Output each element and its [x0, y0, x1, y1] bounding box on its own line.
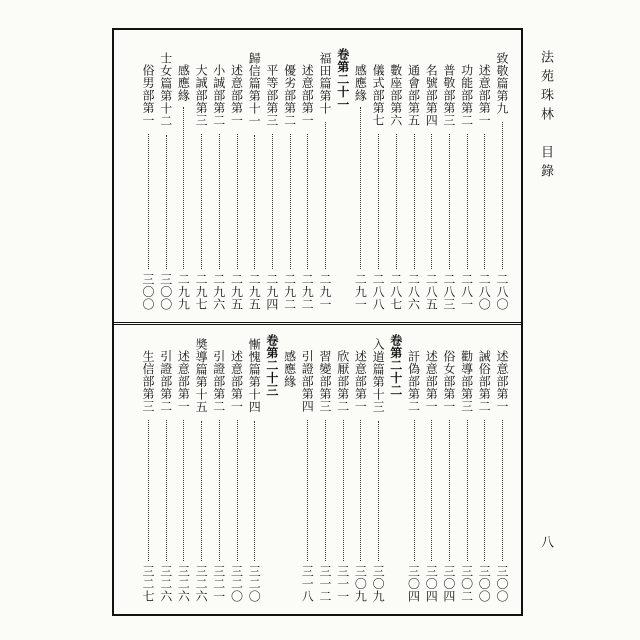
page-ref: 二九二 [300, 273, 315, 311]
page-ref: 三二六 [158, 565, 173, 603]
dot-leader [201, 134, 202, 270]
toc-entry [193, 338, 209, 604]
page-ref: 三〇〇 [495, 565, 509, 603]
section-title: 目錄 [538, 145, 553, 183]
toc-entry [423, 64, 439, 312]
dot-leader [325, 122, 326, 270]
entry-title: 述意部第一 [229, 350, 244, 413]
toc-entry [282, 64, 298, 312]
page-ref: 二九五 [229, 273, 244, 311]
entry-title: 述意部第一 [229, 64, 244, 127]
toc-entry [388, 334, 404, 604]
entry-title: 士女篇第十二 [158, 52, 173, 127]
entry-title: 奬導篇第十五 [194, 338, 209, 413]
dot-leader [414, 420, 415, 562]
page-ref: 三二〇 [229, 565, 244, 603]
page-ref: 三〇四 [406, 565, 421, 603]
page-ref: 二八五 [424, 273, 439, 311]
toc-entry [229, 350, 245, 604]
toc-entry [423, 350, 439, 604]
dot-leader [396, 134, 397, 270]
toc-entry [352, 64, 368, 312]
toc-entry [229, 64, 245, 312]
page-ref: 三〇〇 [158, 273, 173, 311]
page-ref: 二八六 [406, 273, 421, 311]
page-ref: 三〇〇 [477, 565, 492, 603]
entry-title: 儀式部第七 [371, 64, 386, 127]
dot-leader [484, 134, 485, 270]
entry-title: 引證部第二 [211, 350, 226, 413]
page-ref: 三〇四 [424, 565, 439, 603]
dot-leader [343, 420, 344, 562]
page-ref: 三〇二 [459, 565, 474, 603]
toc-entry [211, 64, 227, 312]
dot-leader [360, 420, 361, 562]
dot-leader [449, 420, 450, 562]
entry-title: 引證部第四 [300, 350, 315, 413]
dot-leader [484, 420, 485, 562]
page-number: 八 [538, 535, 553, 548]
entry-title: 引證部第二 [158, 350, 173, 413]
toc-entry [264, 64, 280, 312]
entry-title: 勸導部第三 [459, 350, 474, 413]
dot-leader [219, 134, 220, 270]
page-ref: 二九五 [247, 273, 262, 311]
page-ref: 三二七 [141, 565, 155, 603]
entry-title: 生信部第三 [141, 350, 155, 413]
entry-title: 大誠部第三 [194, 64, 209, 127]
toc-entry [282, 350, 298, 604]
dot-leader [237, 420, 238, 562]
entry-title: 述意部第一 [477, 64, 492, 127]
juan-heading: 卷第二十一 [335, 48, 350, 111]
entry-title: 述意部第一 [176, 350, 191, 413]
dot-leader [237, 134, 238, 270]
entry-title: 數座部第六 [388, 64, 403, 127]
dot-leader [378, 421, 379, 561]
toc-entry [317, 350, 333, 604]
dot-leader [254, 135, 255, 269]
entry-title: 通會部第五 [406, 64, 421, 127]
page-ref: 三〇九 [371, 565, 386, 603]
page-ref: 三〇四 [441, 565, 456, 603]
dot-leader [431, 420, 432, 562]
entry-title: 訐偽部第二 [406, 350, 421, 413]
page-ref: 二九二 [282, 273, 297, 311]
section-divider [114, 322, 521, 325]
entry-title: 述意部第一 [353, 350, 368, 413]
toc-entry [406, 64, 422, 312]
toc-entry [193, 64, 209, 312]
entry-title: 福田篇第十 [318, 52, 332, 115]
entry-title: 述意部第一 [424, 350, 439, 413]
page-ref: 二九一 [353, 273, 368, 311]
toc-entry [441, 64, 457, 312]
entry-title: 習變部第三 [318, 350, 332, 413]
dot-leader [467, 420, 468, 562]
entry-title: 慚愧篇第十四 [247, 338, 262, 413]
toc-entry [335, 48, 351, 312]
entry-title: 名號部第四 [424, 64, 439, 127]
dot-leader [378, 134, 379, 270]
entry-title: 誡俗部第二 [477, 350, 492, 413]
book-title: 法苑珠林 [538, 50, 553, 126]
toc-entry [476, 350, 492, 604]
entry-title: 俗男部第一 [141, 64, 155, 127]
page-ref: 二九七 [194, 273, 209, 311]
entry-title: 入道篇第十三 [371, 338, 386, 413]
page-ref: 三一八 [300, 565, 315, 603]
page-ref: 三二六 [176, 565, 191, 603]
page-ref: 二八三 [441, 273, 456, 311]
dot-leader [307, 134, 308, 270]
toc-entry [175, 350, 191, 604]
toc-entry [441, 350, 457, 604]
dot-leader [166, 420, 167, 562]
toc-entry [299, 64, 315, 312]
toc-entry [370, 338, 386, 604]
dot-leader [307, 420, 308, 562]
toc-entry [140, 64, 156, 312]
entry-title: 述意部第一 [495, 350, 509, 413]
toc-entry [175, 64, 191, 312]
entry-title: 欣厭部第二 [335, 350, 350, 413]
dot-leader [467, 134, 468, 270]
toc-entry [246, 52, 262, 312]
toc-entry [388, 64, 404, 312]
page-ref: 二八七 [388, 273, 403, 311]
toc-entry [140, 350, 156, 604]
dot-leader [502, 122, 503, 270]
page-ref: 三一二 [318, 565, 332, 603]
entry-title: 平等部第三 [264, 64, 279, 127]
dot-leader [183, 107, 184, 270]
dot-leader [219, 420, 220, 562]
toc-entry [352, 350, 368, 604]
page-ref: 二九六 [211, 273, 226, 311]
toc-entry [335, 350, 351, 604]
page-ref: 二八八 [371, 273, 386, 311]
toc-entry [211, 350, 227, 604]
page-ref: 二八〇 [477, 273, 492, 311]
entry-title: 感應緣 [176, 64, 191, 102]
toc-entry [158, 52, 174, 312]
toc-entry [317, 52, 333, 312]
running-head [536, 50, 555, 183]
dot-leader [148, 420, 149, 562]
dot-leader [272, 134, 273, 270]
dot-leader [431, 134, 432, 270]
dot-leader [414, 134, 415, 270]
toc-entry [494, 52, 510, 312]
toc-entry [158, 350, 174, 604]
dot-leader [449, 134, 450, 270]
toc-entry [459, 350, 475, 604]
toc-entry [476, 64, 492, 312]
toc-entry [494, 350, 510, 604]
dot-leader [254, 421, 255, 561]
page-ref: 三二〇 [247, 565, 262, 603]
dot-leader [148, 134, 149, 270]
dot-leader [325, 420, 326, 562]
dot-leader [360, 107, 361, 270]
dot-leader [502, 420, 503, 562]
entry-title: 致敬篇第九 [495, 52, 509, 115]
toc-entry [264, 334, 280, 604]
page-ref: 二八〇 [495, 273, 509, 311]
dot-leader [183, 420, 184, 562]
page-ref: 二九四 [264, 273, 279, 311]
entry-title: 述意部第一 [300, 64, 315, 127]
toc-entry [299, 350, 315, 604]
page-ref: 二八一 [459, 273, 474, 311]
dot-leader [166, 135, 167, 269]
toc-entry [406, 350, 422, 604]
entry-title: 小誠部第二 [211, 64, 226, 127]
juan-heading: 卷第二十二 [388, 334, 403, 397]
juan-heading: 卷第二十三 [264, 334, 279, 397]
dot-leader [201, 421, 202, 561]
page-ref: 三一一 [335, 565, 350, 603]
entry-title: 感應緣 [282, 350, 297, 388]
toc-entry [246, 338, 262, 604]
toc-entry [370, 64, 386, 312]
page-ref: 二九一 [318, 273, 332, 311]
entry-title: 歸信篇第十一 [247, 52, 262, 127]
entry-title: 普敬部第三 [441, 64, 456, 127]
entry-title: 俗女部第一 [441, 350, 456, 413]
page-ref: 三二一 [211, 565, 226, 603]
entry-title: 優劣部第二 [282, 64, 297, 127]
page-ref: 三二六 [194, 565, 209, 603]
page-ref: 三〇九 [353, 565, 368, 603]
entry-title: 感應緣 [353, 64, 368, 102]
entry-title: 功能部第二 [459, 64, 474, 127]
page-ref: 三〇〇 [141, 273, 155, 311]
toc-entry [459, 64, 475, 312]
page-ref: 二九九 [176, 273, 191, 311]
dot-leader [290, 134, 291, 270]
